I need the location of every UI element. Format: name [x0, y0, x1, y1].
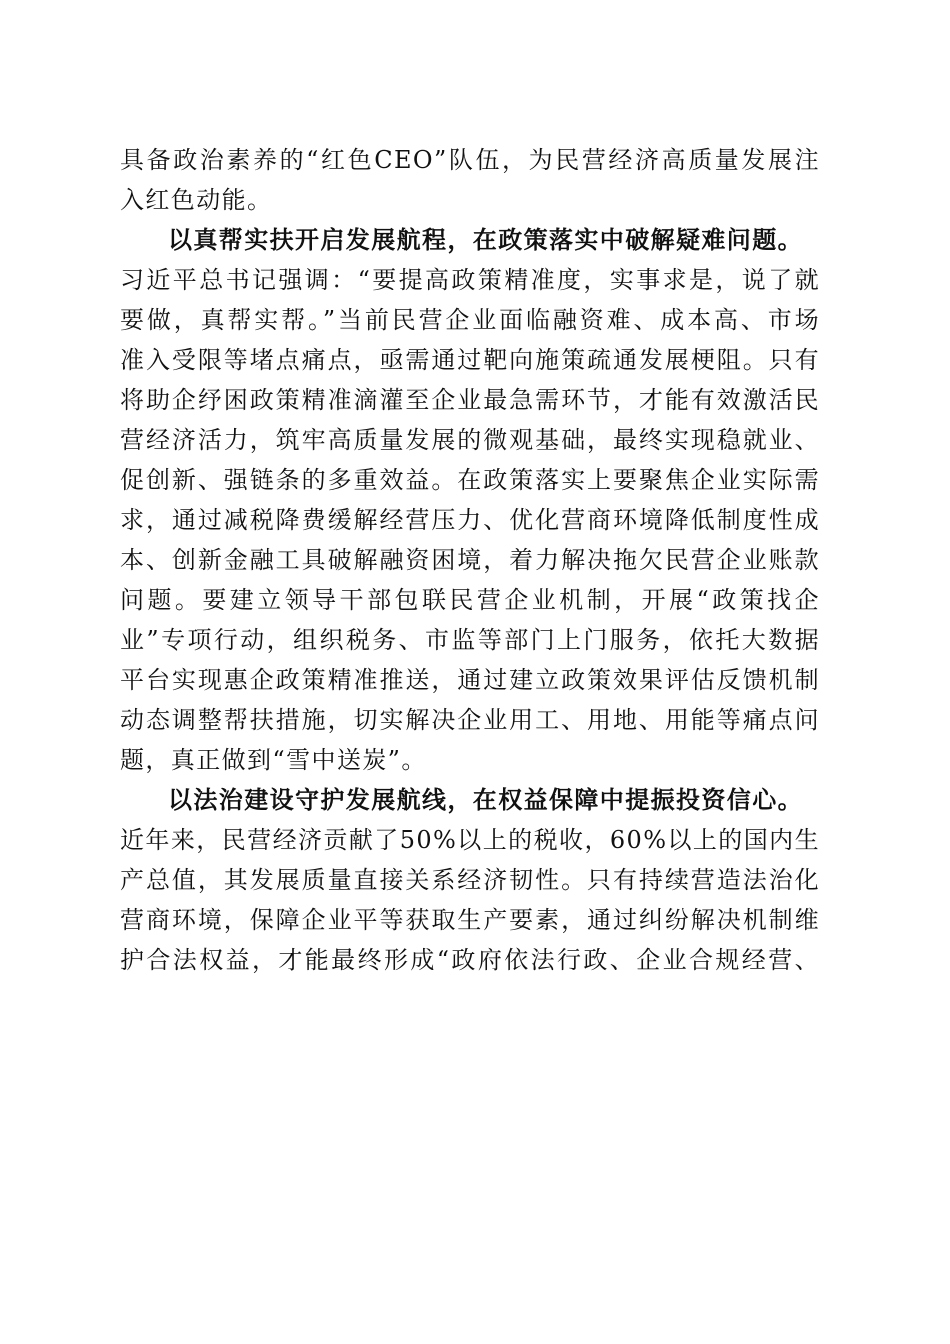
text-line: 准入受限等堵点痛点，亟需通过靶向施策疏通发展梗阻。只有 — [120, 346, 820, 374]
text-line: 业”专项行动，组织税务、市监等部门上门服务，依托大数据 — [120, 626, 820, 654]
paragraph-3 — [120, 780, 820, 980]
text-line: 护合法权益，才能最终形成“政府依法行政、企业合规经营、 — [120, 946, 820, 974]
text-line: 具备政治素养的“红色CEO”队伍，为民营经济高质量发展注 — [120, 146, 820, 174]
paragraph-heading: 以法治建设守护发展航线，在权益保障中提振投资信心。 — [168, 785, 803, 814]
text-line: 求，通过减税降费缓解经营压力、优化营商环境降低制度性成 — [120, 506, 820, 534]
text-line: 题，真正做到“雪中送炭”。 — [120, 746, 427, 774]
text-line: 平台实现惠企政策精准推送，通过建立政策效果评估反馈机制 — [120, 666, 820, 694]
paragraph-heading: 以真帮实扶开启发展航程，在政策落实中破解疑难问题。 — [168, 225, 803, 254]
text-line: 营经济活力，筑牢高质量发展的微观基础，最终实现稳就业、 — [120, 426, 820, 454]
paragraph-2 — [120, 220, 820, 780]
text-line: 习近平总书记强调：“要提高政策精准度，实事求是，说了就 — [120, 266, 820, 294]
text-line: 促创新、强链条的多重效益。在政策落实上要聚焦企业实际需 — [120, 466, 820, 494]
text-line: 营商环境，保障企业平等获取生产要素，通过纠纷解决机制维 — [120, 906, 820, 934]
text-line: 要做，真帮实帮。”当前民营企业面临融资难、成本高、市场 — [120, 306, 820, 334]
text-line: 将助企纾困政策精准滴灌至企业最急需环节，才能有效激活民 — [120, 386, 820, 414]
text-line: 近年来，民营经济贡献了50%以上的税收，60%以上的国内生 — [120, 826, 820, 854]
paragraph-1 — [120, 140, 820, 220]
text-line: 入红色动能。 — [120, 186, 273, 214]
text-line: 产总值，其发展质量直接关系经济韧性。只有持续营造法治化 — [120, 866, 820, 894]
text-line: 动态调整帮扶措施，切实解决企业用工、用地、用能等痛点问 — [120, 706, 820, 734]
text-line: 问题。要建立领导干部包联民营企业机制，开展“政策找企 — [120, 586, 820, 614]
text-line: 本、创新金融工具破解融资困境，着力解决拖欠民营企业账款 — [120, 546, 820, 574]
document-body — [120, 140, 820, 980]
